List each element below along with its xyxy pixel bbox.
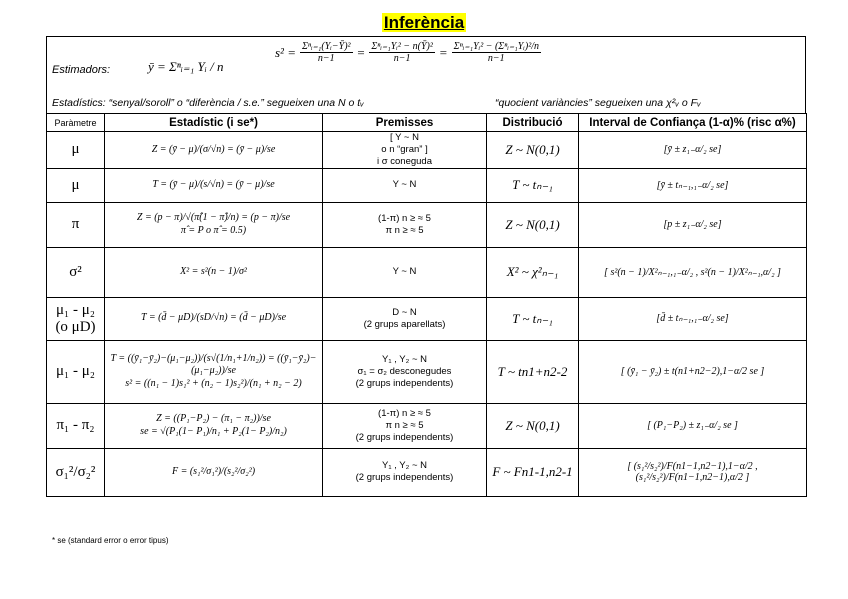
parameter-cell-line: (o μD) <box>55 318 96 335</box>
statistic-cell-line: T = (d̄ − μD)/(sD/√n) = (d̄ − μD)/se <box>140 312 287 324</box>
estimators-label: Estimadors: <box>52 64 111 76</box>
premises-cell-line: σ₁ = σ₂ desconegudes <box>357 365 452 377</box>
statistic-cell-line: X² = s²(n − 1)/σ² <box>180 265 247 277</box>
table-row <box>47 340 807 403</box>
header-statistic: Estadístic (i se*) <box>105 114 323 132</box>
statistics-line: Estadístics: “senyal/soroll” o “diferència / s.e.” segueixen una N o tᵥ <box>52 97 364 109</box>
table-row <box>47 168 807 202</box>
statistic-cell-line: s² = ((n₁ − 1)s₁² + (n₂ − 1)s₂²)/(n₁ + n₂ − 2) <box>125 377 302 389</box>
table-row <box>47 132 807 169</box>
parameter-cell <box>47 448 105 496</box>
distribution-cell-line: T ~ tn1+n2-2 <box>497 363 568 379</box>
header-confidence-interval: Interval de Confiança (1-α)% (risc α%) <box>579 114 807 132</box>
confidence-interval-cell-line: [p ± z₁₋α/₂ se] <box>663 219 722 231</box>
confidence-interval-cell-line: [ȳ ± tₙ₋₁,₁₋α/₂ se] <box>656 179 729 191</box>
statistic-cell-line: T = ((ȳ₁−ȳ₂)−(μ₁−μ₂))/(s√(1/n₁+1/n₂)) = ((ȳ₁−ȳ₂)−(μ₁−μ₂))/se <box>110 352 317 377</box>
confidence-interval-cell <box>579 340 807 403</box>
distribution-cell <box>487 403 579 448</box>
mean-formula: ȳ = Σⁿᵢ₌₁ Yᵢ / n <box>148 59 224 74</box>
confidence-interval-cell-line: [ s²(n − 1)/X²ₙ₋₁,₁₋α/₂ , s²(n − 1)/X²ₙ₋₁,α/₂ ] <box>604 266 781 278</box>
confidence-interval-cell-line: [ (s₁²/s₂²)/F(n1−1,n2−1),1−α/2 , (s₁²/s₂²)/F(n1−1,n2−1),α/2 ] <box>627 461 758 484</box>
variance-frac-3 <box>452 41 541 64</box>
statistic-cell <box>105 247 323 297</box>
premises-cell-line: Y ~ N <box>392 179 417 191</box>
parameter-cell-line: σ² <box>69 263 82 280</box>
statistic-cell-line: F = (s₁²/σ₁²)/(s₂²/σ₂²) <box>171 465 256 477</box>
parameter-cell-line: σ₁²/σ₂² <box>55 463 96 480</box>
premises-cell-line: [ Y ~ N <box>390 132 419 143</box>
confidence-interval-cell-line: [ (P₁−P₂) ± z₁₋α/₂ se ] <box>647 420 738 432</box>
header-premises: Premisses <box>323 114 487 132</box>
distribution-cell-line: X² ~ χ²ₙ₋₁ <box>506 264 559 280</box>
premises-cell <box>323 202 487 247</box>
frac-den: n−1 <box>393 53 411 64</box>
parameter-cell <box>47 132 105 169</box>
distribution-cell <box>487 202 579 247</box>
statistic-cell-line: Z = (ȳ − μ)/(σ/√n) = (ȳ − μ)/se <box>151 143 276 155</box>
frac-num: Σⁿᵢ₌₁Yᵢ² − n(Ȳ)² <box>371 41 433 52</box>
distribution-cell-line: T ~ tₙ₋₁ <box>512 177 553 193</box>
premises-cell-line: (1-π) n ≥ ≈ 5 <box>378 407 431 419</box>
statistic-cell <box>105 403 323 448</box>
premises-cell-line: Y₁ , Y₂ ~ N <box>382 460 427 472</box>
premises-cell-line: i σ coneguda <box>377 155 432 167</box>
confidence-interval-cell <box>579 448 807 496</box>
table-row <box>47 403 807 448</box>
premises-cell-line: o n “gran” ] <box>381 143 428 155</box>
premises-cell <box>323 403 487 448</box>
premises-cell-line: (1-π) n ≥ ≈ 5 <box>378 212 431 224</box>
premises-cell-line: (2 grups aparellats) <box>363 318 446 330</box>
confidence-interval-cell <box>579 297 807 340</box>
header-parameter: Paràmetre <box>47 114 105 132</box>
confidence-interval-cell <box>579 132 807 169</box>
parameter-cell <box>47 247 105 297</box>
parameter-cell-line: π <box>71 216 80 233</box>
header-distribution: Distribució <box>487 114 579 132</box>
premises-cell-line: Y₁ , Y₂ ~ N <box>382 353 427 365</box>
statistic-cell <box>105 132 323 169</box>
premises-cell <box>323 247 487 297</box>
parameter-cell-line: μ₁ - μ₂ <box>55 363 96 380</box>
variance-frac-2 <box>369 41 435 64</box>
distribution-cell-line: T ~ tₙ₋₁ <box>512 310 553 326</box>
parameter-cell <box>47 202 105 247</box>
premises-cell-line: D ~ N <box>392 306 417 318</box>
footnote: * se (standard error o error tipus) <box>52 536 169 545</box>
parameter-cell <box>47 168 105 202</box>
statistic-cell <box>105 202 323 247</box>
statistic-cell-line: Z = ((P₁−P₂) − (π₁ − π₂))/se <box>156 413 271 425</box>
frac-num: Σⁿᵢ₌₁(Yᵢ−Ȳ)² <box>301 41 351 52</box>
table-row <box>47 448 807 496</box>
variance-lhs: s² = <box>275 44 296 60</box>
statistic-cell <box>105 340 323 403</box>
distribution-cell <box>487 132 579 169</box>
estimators-box <box>46 36 806 113</box>
equals-sign: = <box>356 44 366 60</box>
premises-cell-line: Y ~ N <box>392 266 417 278</box>
statistic-cell <box>105 297 323 340</box>
premises-cell-line: π n ≥ ≈ 5 <box>385 224 424 236</box>
statistic-cell-line: π̂ = P o π̂ = 0.5) <box>180 224 247 236</box>
premises-cell <box>323 448 487 496</box>
confidence-interval-cell <box>579 247 807 297</box>
table-header <box>47 114 807 132</box>
premises-cell-line: (2 grups independents) <box>355 472 454 484</box>
parameter-cell <box>47 340 105 403</box>
ratio-line: “quocient variàncies” segueixen una χ²ᵥ o Fᵥ <box>495 97 701 109</box>
premises-cell <box>323 340 487 403</box>
parameter-cell <box>47 403 105 448</box>
frac-num: Σⁿᵢ₌₁Yᵢ² − (Σⁿᵢ₌₁Yᵢ)²/n <box>453 41 539 52</box>
parameter-cell-line: μ₁ - μ₂ <box>55 301 96 318</box>
confidence-interval-cell-line: [ (ȳ₁ − ȳ₂) ± t(n1+n2−2),1−α/2 se ] <box>620 366 765 378</box>
confidence-interval-cell-line: [d̄ ± tₙ₋₁,₁₋α/₂ se] <box>656 313 729 325</box>
variance-formula <box>275 41 541 64</box>
distribution-cell-line: Z ~ N(0,1) <box>505 141 560 157</box>
premises-cell <box>323 132 487 169</box>
distribution-cell-line: Z ~ N(0,1) <box>505 417 560 433</box>
variance-frac-1 <box>300 41 353 64</box>
distribution-cell <box>487 247 579 297</box>
distribution-cell <box>487 448 579 496</box>
table-row <box>47 202 807 247</box>
statistic-cell-line: Z = (p − π)/√(π̂(1 − π̂)/n) = (p − π)/se <box>136 212 291 224</box>
premises-cell-line: (2 grups independents) <box>355 377 454 389</box>
parameter-cell-line: π₁ - π₂ <box>56 417 95 434</box>
equals-sign: = <box>438 44 448 60</box>
distribution-cell <box>487 297 579 340</box>
statistic-cell <box>105 168 323 202</box>
premises-cell-line: π n ≥ ≈ 5 <box>385 419 424 431</box>
premises-cell <box>323 168 487 202</box>
frac-den: n−1 <box>487 53 505 64</box>
distribution-cell-line: F ~ Fn1-1,n2-1 <box>492 464 573 480</box>
confidence-interval-cell <box>579 403 807 448</box>
table-row <box>47 297 807 340</box>
confidence-interval-cell <box>579 168 807 202</box>
premises-cell <box>323 297 487 340</box>
parameter-cell-line: μ <box>71 141 80 158</box>
confidence-interval-cell <box>579 202 807 247</box>
statistic-cell-line: se = √(P₁(1− P₁)/n₁ + P₂(1− P₂)/n₂) <box>140 425 287 437</box>
distribution-cell-line: Z ~ N(0,1) <box>505 216 560 232</box>
table-row <box>47 247 807 297</box>
confidence-interval-cell-line: [ȳ ± z₁₋α/₂ se] <box>663 144 722 156</box>
parameter-cell-line: μ <box>71 176 80 193</box>
inference-table <box>46 113 807 497</box>
statistic-cell-line: T = (ȳ − μ)/(s/√n) = (ȳ − μ)/se <box>152 178 275 190</box>
frac-den: n−1 <box>317 53 335 64</box>
distribution-cell <box>487 340 579 403</box>
statistic-cell <box>105 448 323 496</box>
premises-cell-line: (2 grups independents) <box>355 431 454 443</box>
parameter-cell <box>47 297 105 340</box>
page-title: Inferència <box>383 13 465 32</box>
distribution-cell <box>487 168 579 202</box>
